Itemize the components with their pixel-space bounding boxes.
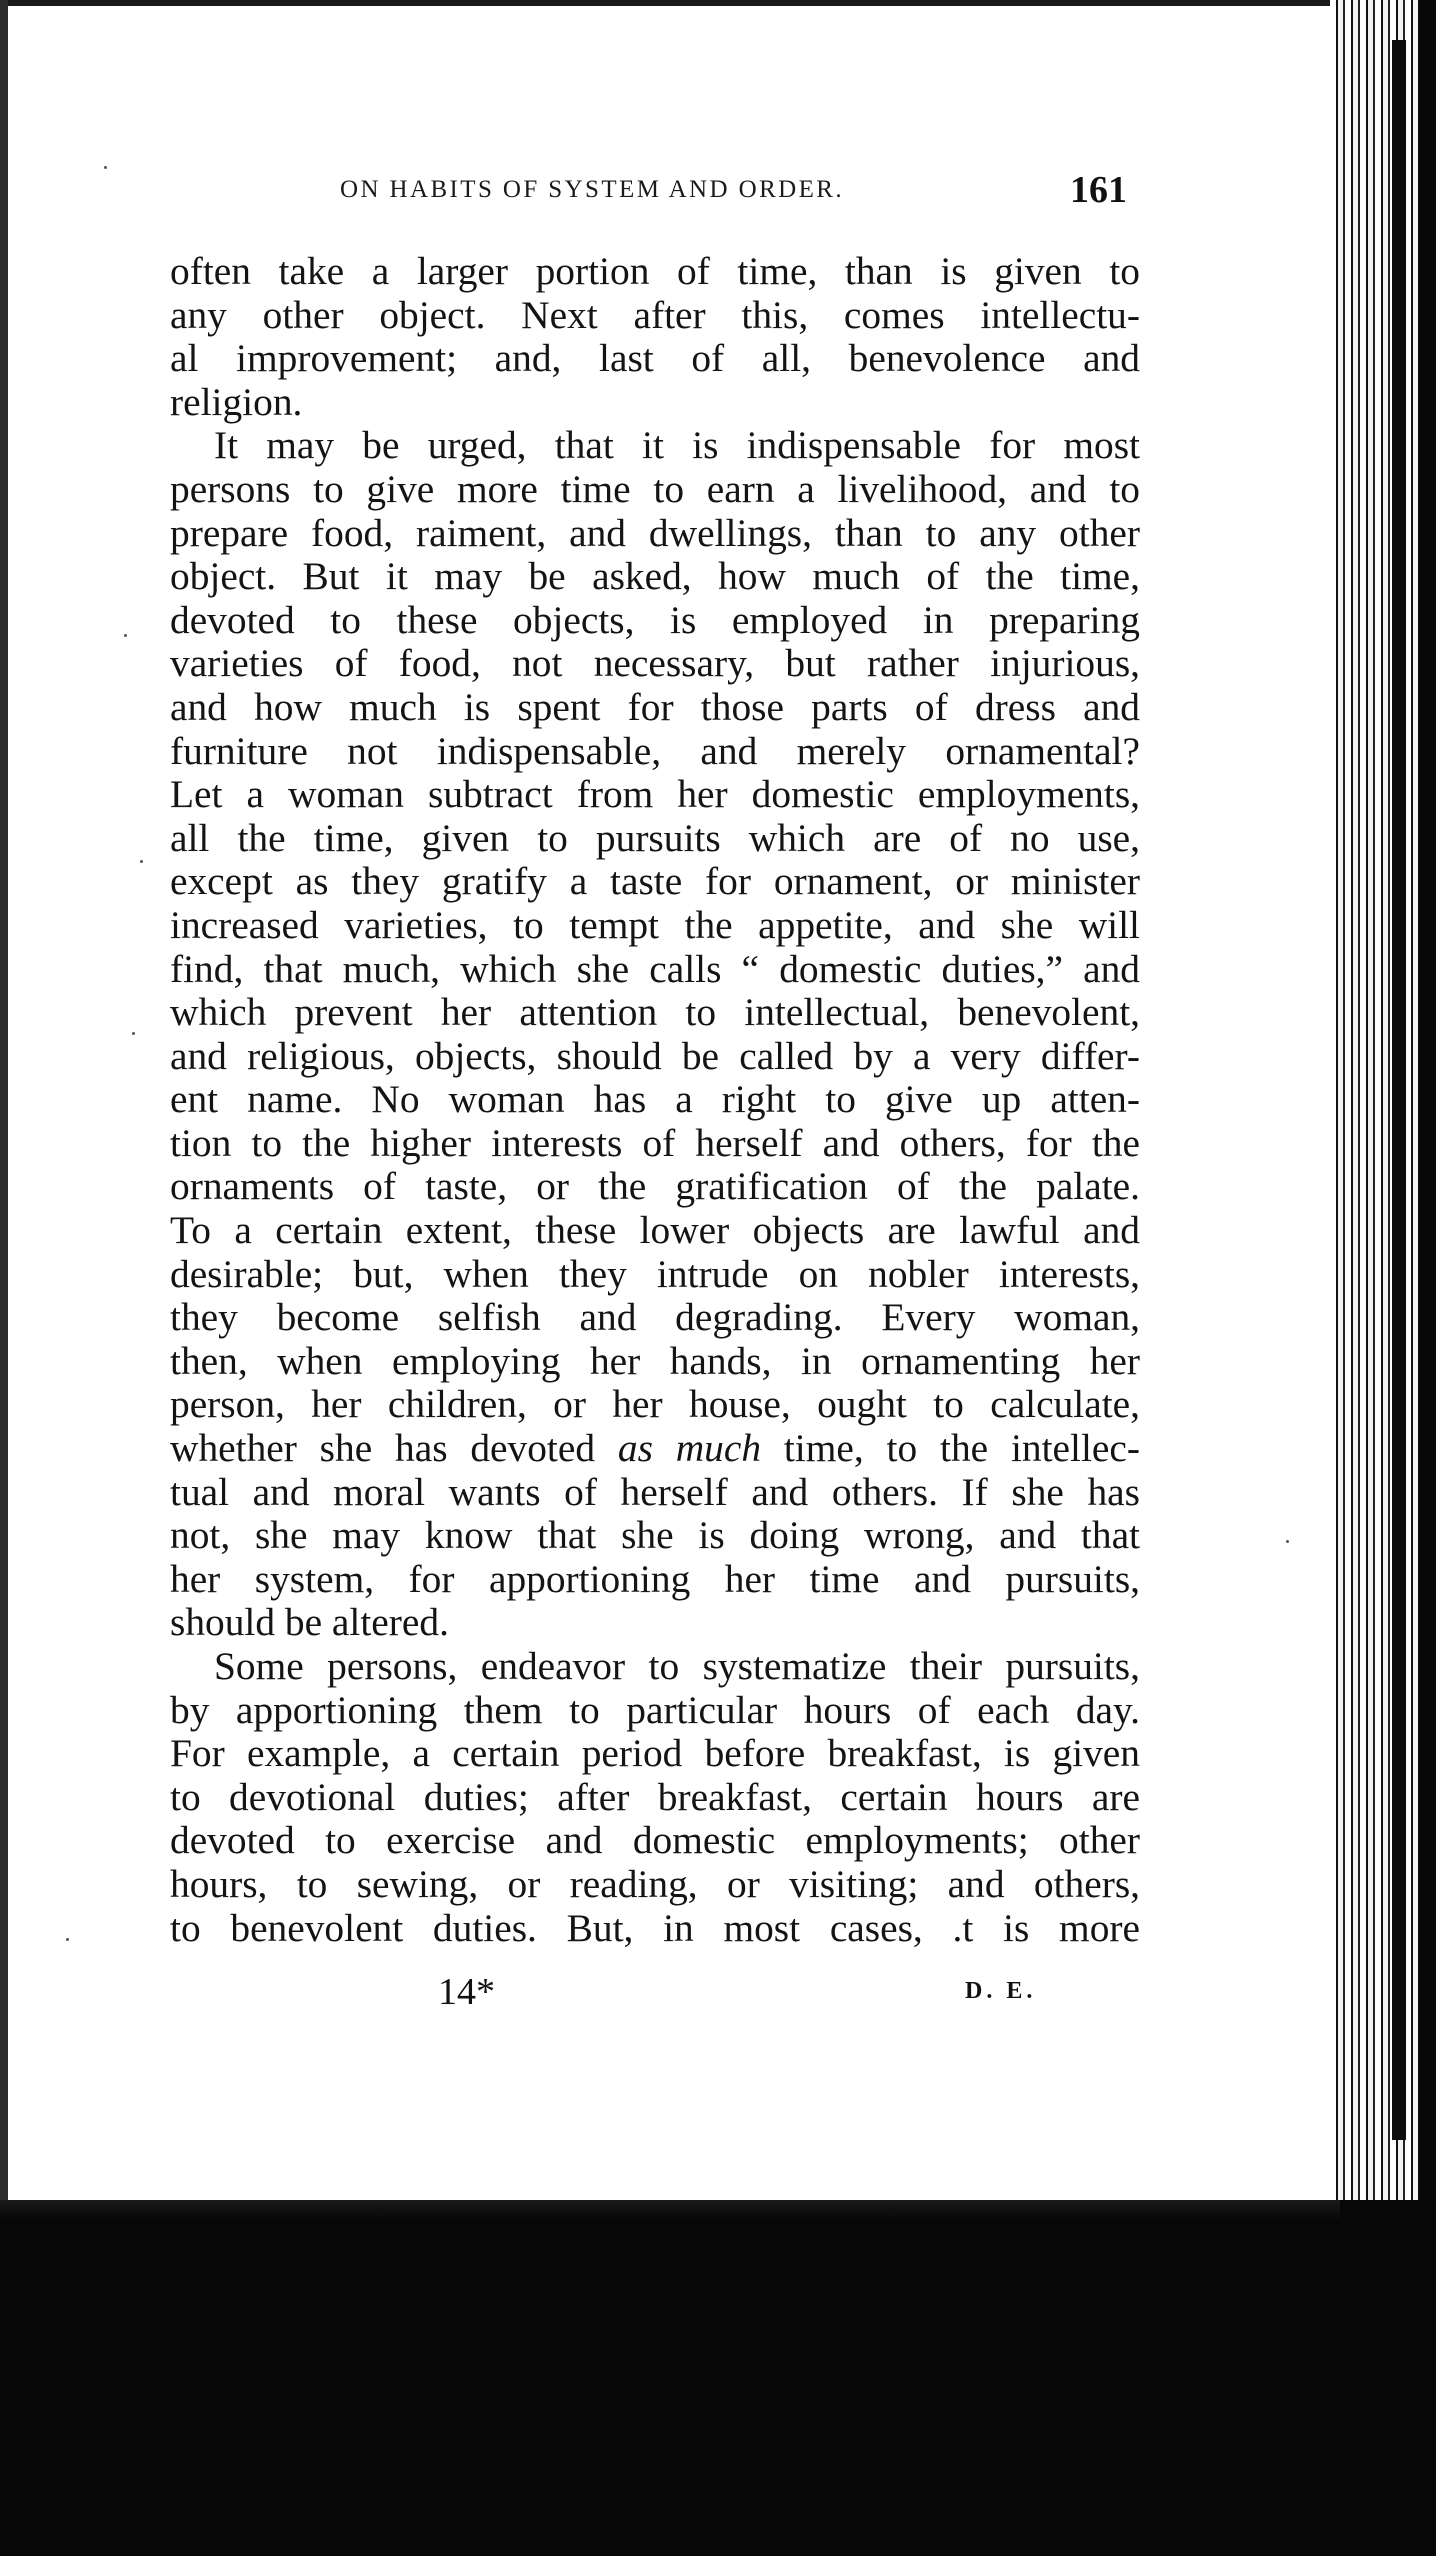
text-line: It may be urged, that it is indispensable for most — [214, 423, 1140, 468]
text-line: devoted to exercise and domestic employments; other — [170, 1818, 1140, 1863]
page-number: 161 — [1070, 169, 1127, 211]
catch-mark: D. E. — [965, 1978, 1037, 2004]
running-head-title: ON HABITS OF SYSTEM AND ORDER. — [340, 176, 844, 203]
text-line: For example, a certain period before breakfast, is given — [170, 1731, 1140, 1776]
text-line: tual and moral wants of herself and others. If she has — [170, 1469, 1140, 1514]
text-line: devoted to these objects, is employed in preparing — [170, 597, 1140, 642]
paragraph-3 — [170, 1645, 1140, 1950]
text-line: tion to the higher interests of herself and others, for the — [170, 1120, 1140, 1165]
text-line: ornaments of taste, or the gratification of the palate. — [170, 1164, 1140, 1209]
running-head — [0, 168, 1436, 218]
text-line: To a certain extent, these lower objects are lawful and — [170, 1208, 1140, 1253]
text-line: often take a larger portion of time, than is given to — [170, 249, 1140, 293]
text-line: furniture not indispensable, and merely ornamental? — [170, 728, 1140, 773]
text-line: her system, for apportioning her time and pursuits, — [170, 1556, 1140, 1601]
top-shadow — [0, 0, 1340, 6]
text-line: they become selfish and degrading. Every woman, — [170, 1295, 1140, 1340]
book-edge-shadow-outer — [1418, 0, 1436, 2200]
text-line: Let a woman subtract from her domestic employments, — [170, 772, 1140, 817]
text-line: varieties of food, not necessary, but rather injurious, — [170, 641, 1140, 686]
text-line: and how much is spent for those parts of dress and — [170, 684, 1140, 729]
text-line: to benevolent duties. But, in most cases, .t is more — [170, 1905, 1140, 1950]
text-line: except as they gratify a taste for ornament, or minister — [170, 859, 1140, 904]
text-line: desirable; but, when they intrude on nobler interests, — [170, 1251, 1140, 1296]
text-line: religion. — [170, 379, 303, 424]
text-line: then, when employing her hands, in ornamenting her — [170, 1338, 1140, 1383]
scan-speck — [1286, 1540, 1289, 1543]
scan-speck — [66, 1938, 69, 1941]
text-line: by apportioning them to particular hours of each day. — [170, 1687, 1140, 1732]
emphasized-text: as much — [617, 1426, 762, 1471]
scan-speck — [124, 634, 127, 637]
text-line: all the time, given to pursuits which are of no use, — [170, 815, 1140, 860]
text-line: ent name. No woman has a right to give up atten- — [170, 1077, 1140, 1122]
text-line: find, that much, which she calls “ domestic duties,” and — [170, 946, 1140, 991]
text-line: prepare food, raiment, and dwellings, than to any other — [170, 510, 1140, 555]
scan-speck — [104, 166, 107, 169]
paragraph-2 — [170, 424, 1140, 1645]
text-line: persons to give more time to earn a livelihood, and to — [170, 466, 1140, 511]
text-line: Some persons, endeavor to systematize their pursuits, — [214, 1644, 1140, 1688]
text-line: not, she may know that she is doing wrong, and that — [170, 1513, 1140, 1558]
text-line: and religious, objects, should be called by a very differ- — [170, 1033, 1140, 1078]
text-line-with-emphasis — [170, 1427, 1140, 1471]
scan-speck — [132, 1032, 135, 1035]
text-run: time, to the intellec- — [761, 1426, 1140, 1471]
text-line: should be altered. — [170, 1600, 449, 1645]
text-line: al improvement; and, last of all, benevolence and — [170, 336, 1140, 381]
signature-mark: 14* — [438, 1971, 495, 2013]
text-line: increased varieties, to tempt the appetite, and she will — [170, 902, 1140, 947]
text-line: to devotional duties; after breakfast, certain hours are — [170, 1774, 1140, 1819]
book-edge-shadow — [1392, 40, 1406, 2140]
page-footer — [170, 1970, 1140, 2020]
left-shadow — [0, 0, 8, 2200]
text-line: which prevent her attention to intellectual, benevolent, — [170, 990, 1140, 1035]
scan-bottom-shadow — [0, 2200, 1436, 2556]
scan-speck — [140, 860, 143, 863]
text-line: any other object. Next after this, comes intellectu- — [170, 292, 1140, 337]
text-run: whether she has devoted — [170, 1426, 618, 1471]
paragraph-1 — [170, 250, 1140, 424]
body-text — [170, 250, 1140, 1950]
text-line: person, her children, or her house, ought to calculate, — [170, 1382, 1140, 1427]
text-line: hours, to sewing, or reading, or visiting; and others, — [170, 1861, 1140, 1906]
text-line: object. But it may be asked, how much of the time, — [170, 554, 1140, 599]
